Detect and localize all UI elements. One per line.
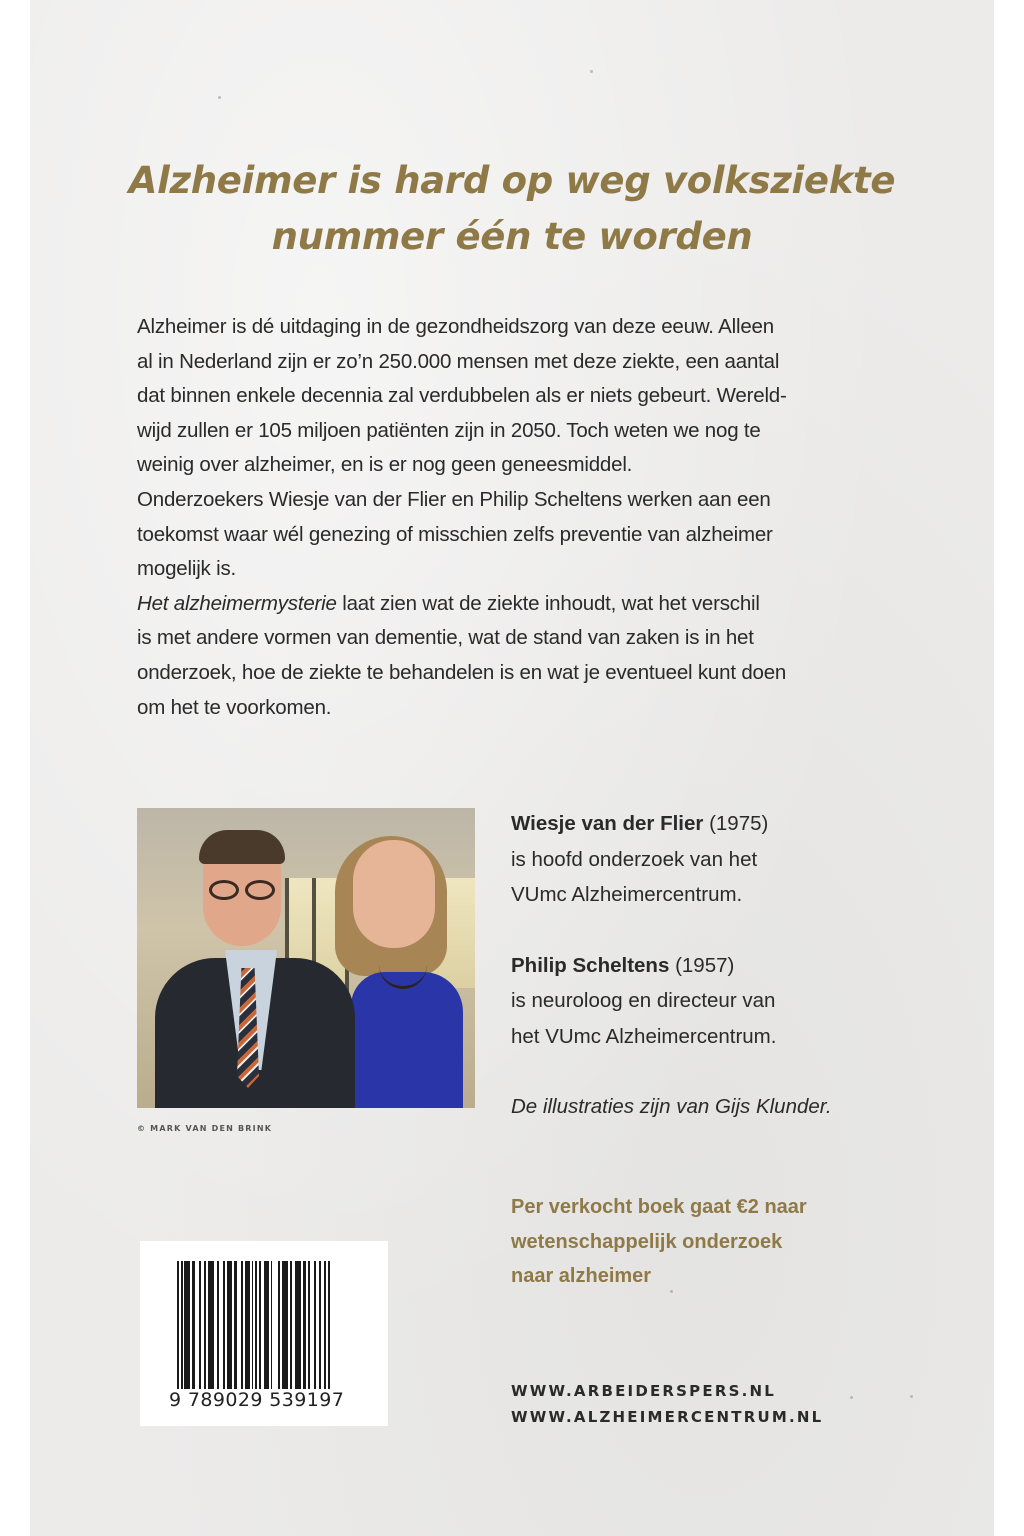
paper-speck: [590, 70, 593, 73]
blurb-line: Alzheimer is dé uitdaging in de gezondheidszorg van deze eeuw. Alleen: [137, 315, 774, 338]
author-bio-line: is hoofd onderzoek van het: [511, 847, 758, 871]
isbn-barcode: [140, 1241, 388, 1426]
blurb-line: wijd zullen er 105 miljoen patiënten zijn in 2050. Toch weten we nog te: [137, 418, 761, 442]
donation-line: naar alzheimer: [511, 1265, 652, 1287]
author-photo: [137, 808, 475, 1108]
alzheimercentrum-url[interactable]: WWW.ALZHEIMERCENTRUM.NL: [511, 1408, 824, 1426]
blurb-text: laat zien wat de ziekte inhoudt, wat het verschil: [336, 591, 760, 615]
paper-speck: [850, 1396, 853, 1399]
blurb: [137, 310, 897, 725]
author-birth-year: (1957): [675, 953, 735, 977]
paper-speck: [910, 1395, 913, 1398]
blurb-line: is met andere vormen van dementie, wat de stand van zaken is in het: [137, 626, 754, 650]
photo-credit: © MARK VAN DEN BRINK: [137, 1124, 273, 1133]
donation-line: Per verkocht boek gaat €2 naar: [511, 1196, 807, 1218]
donation-line: wetenschappelijk onderzoek: [511, 1230, 783, 1253]
blurb-line: al in Nederland zijn er zo’n 250.000 mensen met deze ziekte, een aantal: [137, 349, 780, 373]
headline-line-2: nummer één te worden: [271, 214, 753, 258]
paper-speck: [218, 96, 221, 99]
blurb-line: toekomst waar wél genezing of misschien zelfs preventie van alzheimer: [137, 522, 773, 546]
blurb-line: om het te voorkomen.: [137, 695, 332, 719]
headline-line-1: Alzheimer is hard op weg volksziekte: [128, 158, 896, 202]
author-name: Philip Scheltens: [511, 953, 670, 977]
website-links: [511, 1378, 823, 1430]
blurb-line: onderzoek, hoe de ziekte te behandelen is en wat je eventueel kunt doen: [137, 660, 787, 684]
donation-note: [511, 1190, 807, 1294]
blurb-line: weinig over alzheimer, en is er nog geen geneesmiddel.: [137, 453, 633, 477]
author-birth-year: (1975): [709, 812, 769, 835]
publisher-url[interactable]: WWW.ARBEIDERSPERS.NL: [511, 1382, 776, 1400]
author-bio: [511, 948, 891, 1055]
blurb-line-with-title: [137, 587, 897, 622]
author-bio-line: het VUmc Alzheimercentrum.: [511, 1024, 777, 1048]
blurb-line: dat binnen enkele decennia zal verdubbelen als er niets gebeurt. Wereld-: [137, 384, 787, 408]
author-bio-line: is neuroloog en directeur van: [511, 989, 776, 1012]
author-bio: [511, 806, 891, 913]
headline: [0, 153, 1024, 265]
isbn-number: 9 789029 539197: [169, 1389, 345, 1411]
author-bio-line: VUmc Alzheimercentrum.: [511, 883, 743, 906]
author-bios: [511, 806, 891, 1125]
illustrator-credit: De illustraties zijn van Gijs Klunder.: [511, 1095, 832, 1118]
blurb-line: Onderzoekers Wiesje van der Flier en Philip Scheltens werken aan een: [137, 487, 771, 511]
blurb-line: mogelijk is.: [137, 557, 236, 581]
barcode-bars-icon: [177, 1261, 357, 1403]
book-title: Het alzheimermysterie: [137, 591, 337, 615]
author-name: Wiesje van der Flier: [511, 812, 704, 835]
